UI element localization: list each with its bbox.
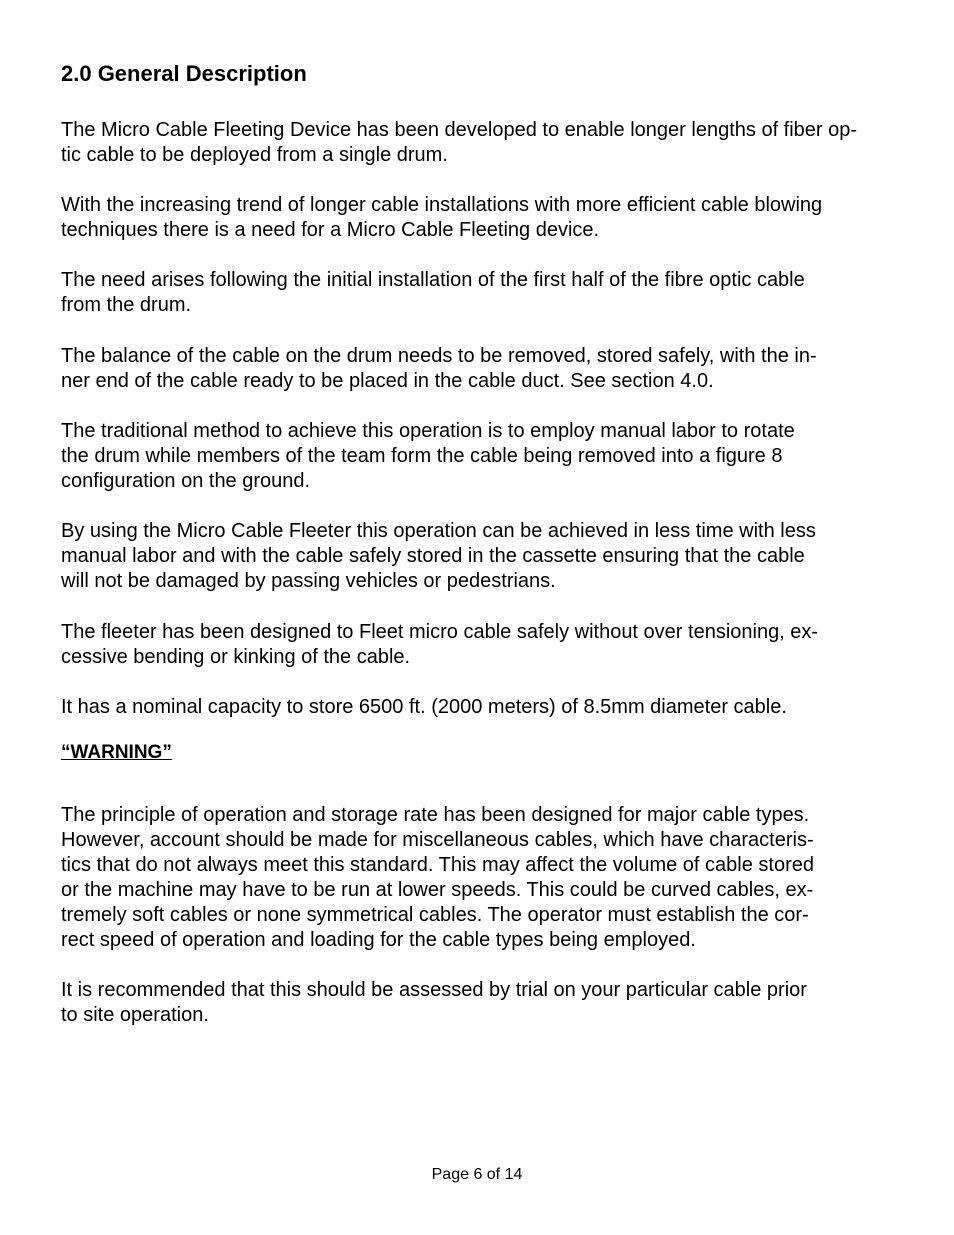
paragraph-need: The need arises following the initial installation of the first half of the fibre optic cable from the drum.	[61, 269, 805, 316]
warning-heading: “WARNING”	[61, 742, 172, 763]
paragraph-warning-body: The principle of operation and storage rate has been designed for major cable types. However, account should be made for miscellaneous cables, which have characteris- tics that do not always meet this standard. This may affect the volume of cable stored or the machine may have to be run at lower speeds. This could be curved cables, ex- tremely soft cables or none symmetrical cables. The operator must establish the cor- rect speed of operation and loading for the cable types being employed.	[61, 804, 814, 951]
paragraph-recommendation: It is recommended that this should be assessed by trial on your particular cable prior to site operation.	[61, 979, 807, 1026]
paragraph-capacity: It has a nominal capacity to store 6500 ft. (2000 meters) of 8.5mm diameter cable.	[61, 696, 787, 718]
paragraph-balance: The balance of the cable on the drum needs to be removed, stored safely, with the in- ner end of the cable ready to be placed in the cable duct. See section 4.0.	[61, 345, 817, 392]
paragraph-design: The fleeter has been designed to Fleet micro cable safely without over tensioning, ex- cessive bending or kinking of the cable.	[61, 621, 819, 668]
paragraph-fleeter-benefit: By using the Micro Cable Fleeter this operation can be achieved in less time with less manual labor and with the cable safely stored in the cassette ensuring that the cable will not be damaged by passing vehicles or pedestrians.	[61, 520, 816, 592]
paragraph-traditional: The traditional method to achieve this operation is to employ manual labor to rotate the drum while members of the team form the cable being removed into a figure 8 configuration on the ground.	[61, 420, 795, 492]
paragraph-trend: With the increasing trend of longer cable installations with more efficient cable blowing techniques there is a need for a Micro Cable Fleeting device.	[61, 194, 823, 241]
paragraph-intro: The Micro Cable Fleeting Device has been developed to enable longer lengths of fiber op- tic cable to be deployed from a single drum.	[61, 119, 858, 166]
section-heading: 2.0 General Description	[61, 61, 307, 86]
page-number: Page 6 of 14	[431, 1166, 523, 1183]
